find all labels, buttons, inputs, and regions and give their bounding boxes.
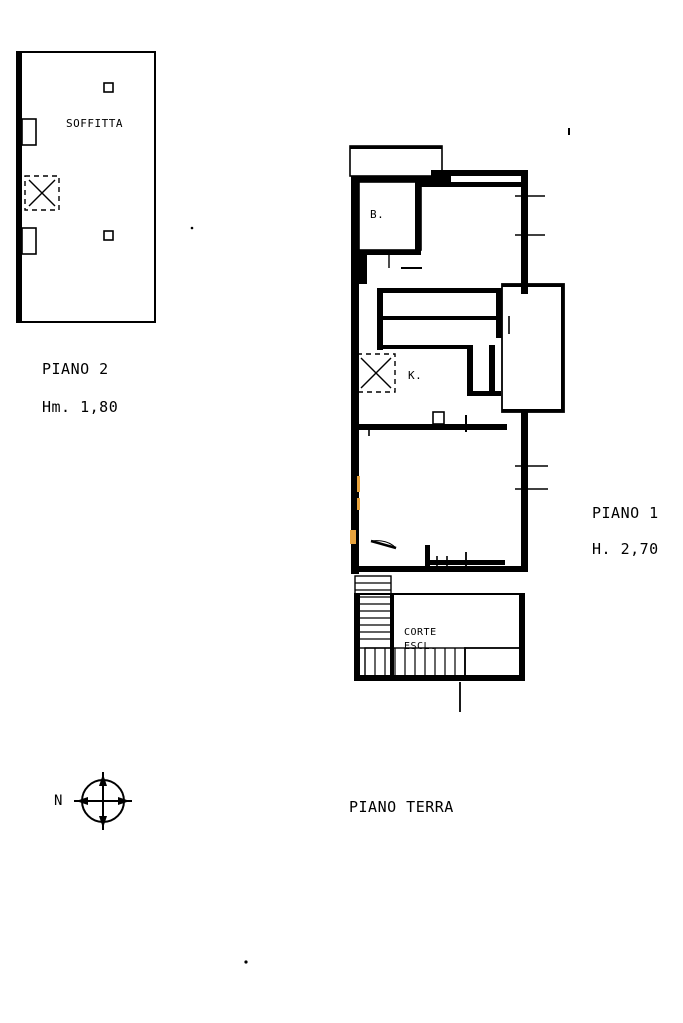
- room-label-cucina: K.: [408, 369, 423, 382]
- scan-speck: [244, 960, 247, 963]
- room-label-corte-line2: ESCL.: [404, 641, 437, 652]
- scan-speck: [568, 128, 570, 135]
- plan-label-piano-1: PIANO 1: [592, 504, 659, 522]
- room-label-bagno: B.: [370, 208, 385, 221]
- staircase-lower: [365, 648, 465, 676]
- compass-label-north: N: [54, 793, 63, 809]
- scan-speck: [191, 227, 194, 230]
- plan-label-piano-terra: PIANO TERRA: [349, 798, 454, 816]
- room-label-soffitta: SOFFITTA: [66, 117, 123, 130]
- north-arrow-icon: [74, 772, 132, 830]
- room-label-corte-line1: CORTE: [404, 627, 437, 638]
- piano-terra-plan: [355, 576, 524, 712]
- piano-2-plan: [17, 52, 155, 322]
- height-label-piano-2: Hm. 1,80: [42, 398, 119, 416]
- height-label-piano-1: H. 2,70: [592, 540, 659, 558]
- plan-label-piano-2: PIANO 2: [42, 360, 109, 378]
- staircase-upper: [355, 576, 391, 648]
